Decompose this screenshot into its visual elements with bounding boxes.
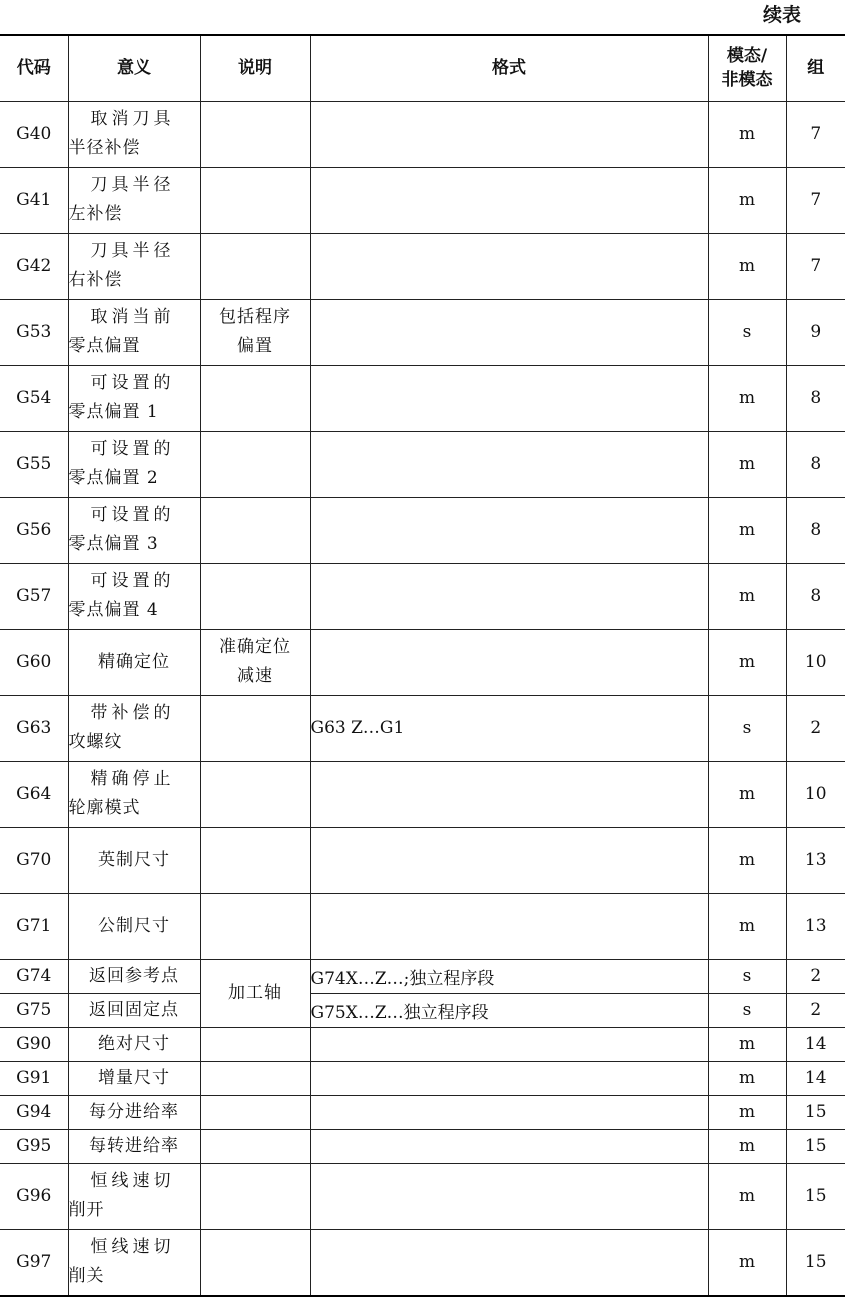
table-row <box>0 1027 845 1061</box>
format-cell <box>310 233 708 299</box>
format-cell <box>310 365 708 431</box>
code-cell: G94 <box>0 1095 68 1129</box>
table-row <box>0 629 845 695</box>
table-row <box>0 959 845 993</box>
note-cell <box>200 1129 310 1163</box>
table-row <box>0 993 845 1027</box>
table-row <box>0 497 845 563</box>
meaning-cell: 每转进给率 <box>68 1129 200 1163</box>
code-cell: G91 <box>0 1061 68 1095</box>
modal-cell: m <box>708 1027 786 1061</box>
group-cell: 13 <box>786 827 845 893</box>
group-cell: 2 <box>786 959 845 993</box>
meaning-cell: 可设置的 零点偏置 2 <box>68 431 200 497</box>
meaning-cell: 取消刀具 半径补偿 <box>68 101 200 167</box>
modal-cell: m <box>708 1061 786 1095</box>
meaning-cell: 刀具半径 左补偿 <box>68 167 200 233</box>
code-cell: G63 <box>0 695 68 761</box>
format-cell <box>310 827 708 893</box>
code-cell: G56 <box>0 497 68 563</box>
gcode-table <box>0 34 845 1297</box>
group-cell: 8 <box>786 563 845 629</box>
table-row <box>0 827 845 893</box>
format-cell: G75X…Z…独立程序段 <box>310 993 708 1027</box>
format-cell <box>310 497 708 563</box>
meaning-cell: 恒线速切 削开 <box>68 1163 200 1229</box>
code-cell: G71 <box>0 893 68 959</box>
format-cell <box>310 893 708 959</box>
note-cell <box>200 761 310 827</box>
group-cell: 15 <box>786 1095 845 1129</box>
group-cell: 8 <box>786 497 845 563</box>
code-cell: G41 <box>0 167 68 233</box>
header-modal: 模态/ 非模态 <box>708 35 786 101</box>
modal-cell: m <box>708 893 786 959</box>
modal-cell: s <box>708 695 786 761</box>
code-cell: G54 <box>0 365 68 431</box>
format-cell <box>310 1061 708 1095</box>
modal-cell: s <box>708 959 786 993</box>
meaning-cell: 公制尺寸 <box>68 893 200 959</box>
header-meaning: 意义 <box>68 35 200 101</box>
modal-cell: s <box>708 993 786 1027</box>
code-cell: G40 <box>0 101 68 167</box>
modal-cell: m <box>708 1229 786 1296</box>
note-cell <box>200 1061 310 1095</box>
table-continued-caption: 续表 <box>762 4 801 26</box>
group-cell: 10 <box>786 761 845 827</box>
format-cell: G63 Z…G1 <box>310 695 708 761</box>
meaning-cell: 增量尺寸 <box>68 1061 200 1095</box>
group-cell: 15 <box>786 1129 845 1163</box>
format-cell <box>310 761 708 827</box>
note-cell <box>200 431 310 497</box>
note-cell <box>200 1027 310 1061</box>
modal-cell: m <box>708 101 786 167</box>
table-row <box>0 761 845 827</box>
note-cell <box>200 563 310 629</box>
code-cell: G57 <box>0 563 68 629</box>
meaning-cell: 可设置的 零点偏置 4 <box>68 563 200 629</box>
code-cell: G75 <box>0 993 68 1027</box>
code-cell: G96 <box>0 1163 68 1229</box>
format-cell <box>310 1229 708 1296</box>
meaning-cell: 恒线速切 削关 <box>68 1229 200 1296</box>
code-cell: G53 <box>0 299 68 365</box>
note-cell <box>200 167 310 233</box>
note-cell <box>200 497 310 563</box>
format-cell <box>310 563 708 629</box>
note-cell <box>200 1095 310 1129</box>
modal-cell: m <box>708 629 786 695</box>
group-cell: 2 <box>786 695 845 761</box>
meaning-cell: 刀具半径 右补偿 <box>68 233 200 299</box>
meaning-cell: 带补偿的 攻螺纹 <box>68 695 200 761</box>
table-row <box>0 233 845 299</box>
code-cell: G90 <box>0 1027 68 1061</box>
format-cell <box>310 299 708 365</box>
meaning-cell: 取消当前 零点偏置 <box>68 299 200 365</box>
header-code: 代码 <box>0 35 68 101</box>
meaning-cell: 精确停止 轮廓模式 <box>68 761 200 827</box>
note-cell <box>200 893 310 959</box>
modal-cell: m <box>708 1163 786 1229</box>
table-row <box>0 299 845 365</box>
table-row <box>0 1061 845 1095</box>
note-cell <box>200 233 310 299</box>
format-cell <box>310 1163 708 1229</box>
modal-cell: m <box>708 365 786 431</box>
note-cell: 加工轴 <box>200 959 310 1027</box>
code-cell: G55 <box>0 431 68 497</box>
group-cell: 7 <box>786 167 845 233</box>
table-row <box>0 893 845 959</box>
meaning-cell: 精确定位 <box>68 629 200 695</box>
header-group: 组 <box>786 35 845 101</box>
modal-cell: m <box>708 167 786 233</box>
table-row <box>0 695 845 761</box>
modal-cell: m <box>708 827 786 893</box>
modal-cell: m <box>708 233 786 299</box>
meaning-cell: 绝对尺寸 <box>68 1027 200 1061</box>
modal-cell: m <box>708 431 786 497</box>
note-cell <box>200 695 310 761</box>
table-row <box>0 431 845 497</box>
format-cell <box>310 101 708 167</box>
table-row <box>0 1095 845 1129</box>
group-cell: 15 <box>786 1163 845 1229</box>
meaning-cell: 英制尺寸 <box>68 827 200 893</box>
code-cell: G42 <box>0 233 68 299</box>
format-cell: G74X…Z…;独立程序段 <box>310 959 708 993</box>
modal-cell: m <box>708 563 786 629</box>
note-cell <box>200 827 310 893</box>
note-cell: 包括程序 偏置 <box>200 299 310 365</box>
format-cell <box>310 1095 708 1129</box>
note-cell <box>200 1229 310 1296</box>
group-cell: 7 <box>786 101 845 167</box>
group-cell: 9 <box>786 299 845 365</box>
table-header-row <box>0 35 845 101</box>
format-cell <box>310 629 708 695</box>
modal-cell: m <box>708 761 786 827</box>
group-cell: 8 <box>786 431 845 497</box>
meaning-cell: 可设置的 零点偏置 1 <box>68 365 200 431</box>
header-note: 说明 <box>200 35 310 101</box>
note-cell <box>200 101 310 167</box>
note-cell <box>200 1163 310 1229</box>
modal-cell: m <box>708 1095 786 1129</box>
group-cell: 14 <box>786 1061 845 1095</box>
meaning-cell: 每分进给率 <box>68 1095 200 1129</box>
table-row <box>0 1163 845 1229</box>
format-cell <box>310 431 708 497</box>
code-cell: G60 <box>0 629 68 695</box>
group-cell: 2 <box>786 993 845 1027</box>
meaning-cell: 返回固定点 <box>68 993 200 1027</box>
table-row <box>0 365 845 431</box>
modal-cell: s <box>708 299 786 365</box>
group-cell: 14 <box>786 1027 845 1061</box>
table-row <box>0 1229 845 1296</box>
modal-cell: m <box>708 1129 786 1163</box>
format-cell <box>310 1027 708 1061</box>
table-row <box>0 101 845 167</box>
group-cell: 7 <box>786 233 845 299</box>
code-cell: G97 <box>0 1229 68 1296</box>
note-cell <box>200 365 310 431</box>
table-row <box>0 563 845 629</box>
format-cell <box>310 167 708 233</box>
code-cell: G70 <box>0 827 68 893</box>
code-cell: G74 <box>0 959 68 993</box>
note-cell: 准确定位 减速 <box>200 629 310 695</box>
format-cell <box>310 1129 708 1163</box>
meaning-cell: 返回参考点 <box>68 959 200 993</box>
header-format: 格式 <box>310 35 708 101</box>
meaning-cell: 可设置的 零点偏置 3 <box>68 497 200 563</box>
table-row <box>0 167 845 233</box>
group-cell: 15 <box>786 1229 845 1296</box>
modal-cell: m <box>708 497 786 563</box>
table-row <box>0 1129 845 1163</box>
code-cell: G95 <box>0 1129 68 1163</box>
group-cell: 8 <box>786 365 845 431</box>
group-cell: 10 <box>786 629 845 695</box>
code-cell: G64 <box>0 761 68 827</box>
group-cell: 13 <box>786 893 845 959</box>
